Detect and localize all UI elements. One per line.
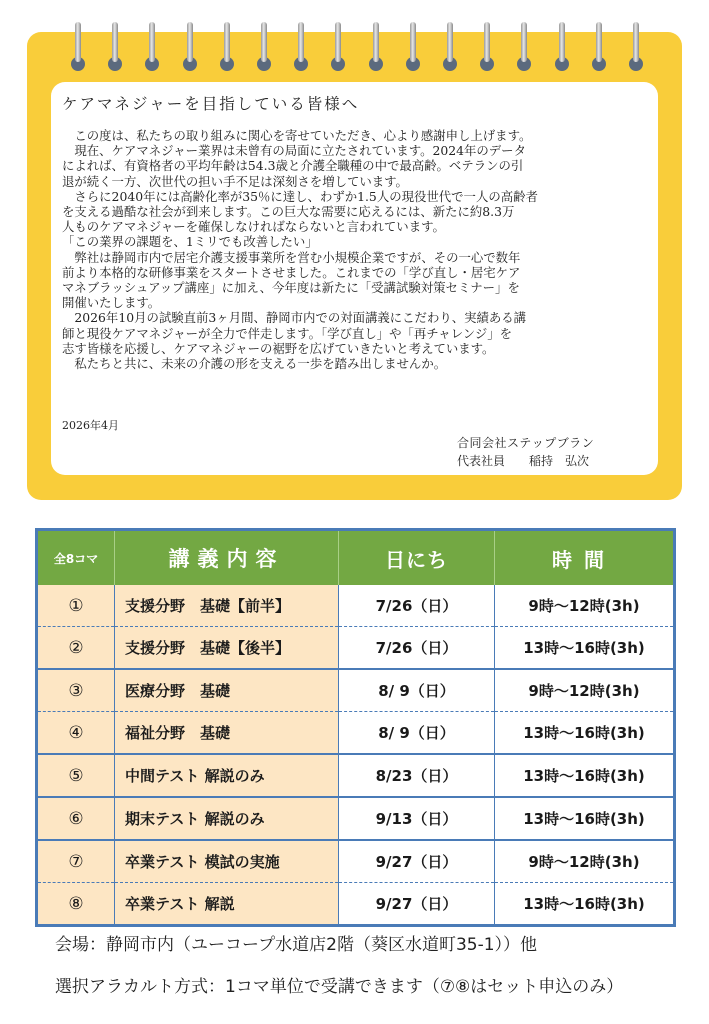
session-topic: 支援分野 基礎【前半】: [115, 585, 339, 627]
session-date: 8/23（日）: [339, 754, 495, 797]
signature-company: 合同会社ステップブラン: [457, 436, 595, 450]
binding-ring: [372, 22, 380, 78]
letter-line: 私たちと共に、未来の介護の形を支える一歩を踏み出しませんか。: [62, 356, 447, 372]
letter-line: 退が続く一方、次世代の担い手不足は深刻さを増しています。: [62, 173, 408, 189]
session-time: 13時～16時(3h): [495, 883, 675, 926]
letter-line: を支える過酷な社会が到来します。この巨大な需要に応えるには、新たに約8.3万: [62, 204, 515, 220]
letter-line: マネブラッシュアップ講座」に加え、今年度は新たに「受講試験対策セミナー」を: [62, 280, 520, 296]
session-topic: 卒業テスト 模試の実施: [115, 840, 339, 883]
letter-line: 「この業界の課題を、1ミリでも改善したい」: [62, 234, 318, 250]
signature-person: 代表社員 稲持 弘次: [457, 454, 590, 468]
letter-line: 志す皆様を応援し、ケアマネジャーの裾野を広げていきたいと考えています。: [62, 340, 495, 356]
session-number: ④: [37, 712, 115, 755]
session-time: 9時～12時(3h): [495, 585, 675, 627]
session-time: 9時～12時(3h): [495, 840, 675, 883]
session-number: ③: [37, 669, 115, 712]
schedule-row: [37, 669, 675, 712]
binding-ring: [74, 22, 82, 78]
letter-date: 2026年4月: [62, 419, 119, 432]
session-date: 7/26（日）: [339, 627, 495, 670]
selection-note: 選択アラカルト方式：1コマ単位で受講できます（⑦⑧はセット申込のみ）: [55, 977, 624, 997]
binding-ring: [558, 22, 566, 78]
letter-line: さらに2040年には高齢化率が35％に達し、わずか1.5人の現役世代で一人の高齢者: [62, 188, 538, 204]
schedule-row: [37, 840, 675, 883]
binding-ring: [223, 22, 231, 78]
letter-line: 人ものケアマネジャーを確保しなければならないと言われています。: [62, 219, 445, 235]
session-number: ①: [37, 585, 115, 627]
session-date: 9/27（日）: [339, 840, 495, 883]
session-time: 13時～16時(3h): [495, 754, 675, 797]
session-time: 9時～12時(3h): [495, 669, 675, 712]
schedule-row: [37, 627, 675, 670]
binding-ring: [595, 22, 603, 78]
letter-line: 現在、ケアマネジャー業界は未曾有の局面に立たされています。2024年のデータ: [62, 143, 526, 159]
session-date: 8/ 9（日）: [339, 669, 495, 712]
session-date: 7/26（日）: [339, 585, 495, 627]
session-topic: 医療分野 基礎: [115, 669, 339, 712]
session-time: 13時～16時(3h): [495, 627, 675, 670]
binding-ring: [520, 22, 528, 78]
schedule-row: [37, 883, 675, 926]
session-date: 8/ 9（日）: [339, 712, 495, 755]
binding-ring: [148, 22, 156, 78]
header-date: 日にち: [339, 530, 495, 586]
session-time: 13時～16時(3h): [495, 797, 675, 840]
header-time: 時間: [495, 530, 675, 586]
session-topic: 福祉分野 基礎: [115, 712, 339, 755]
session-topic: 期末テスト 解説のみ: [115, 797, 339, 840]
letter-body: [62, 128, 654, 371]
schedule-row: [37, 712, 675, 755]
session-topic: 中間テスト 解説のみ: [115, 754, 339, 797]
session-time: 13時～16時(3h): [495, 712, 675, 755]
letter-line: 師と現役ケアマネジャーが全力で伴走します。「学び直し」や「再チャレンジ」を: [62, 325, 513, 341]
binding-ring: [409, 22, 417, 78]
header-count: 全8コマ: [37, 530, 115, 586]
binding-ring: [483, 22, 491, 78]
binding-ring: [632, 22, 640, 78]
session-number: ⑦: [37, 840, 115, 883]
letter-line: 弊社は静岡市内で居宅介護支援事業所を営む小規模企業ですが、その一心で数年: [62, 249, 521, 265]
schedule-row: [37, 585, 675, 627]
letter-line: によれば、有資格者の平均年齢は54.3歳と介護全職種の中で最高齢。ベテランの引: [62, 158, 524, 174]
schedule-row: [37, 754, 675, 797]
binding-ring: [334, 22, 342, 78]
schedule-header-row: [37, 530, 675, 586]
binding-ring: [297, 22, 305, 78]
venue-text: 会場：静岡市内（ユーコープ水道店2階（葵区水道町35-1））他: [55, 935, 538, 955]
session-topic: 支援分野 基礎【後半】: [115, 627, 339, 670]
letter-title: ケアマネジャーを目指している皆様へ: [62, 95, 360, 113]
session-date: 9/27（日）: [339, 883, 495, 926]
letter-line: 開催いたします。: [62, 295, 161, 311]
schedule-row: [37, 797, 675, 840]
session-number: ②: [37, 627, 115, 670]
letter-line: この度は、私たちの取り組みに関心を寄せていただき、心より感謝申し上げます。: [62, 128, 532, 143]
letter-line: 2026年10月の試験直前3ヶ月間、静岡市内での対面講義にこだわり、実績ある講: [62, 310, 527, 326]
binding-ring: [186, 22, 194, 78]
session-number: ⑥: [37, 797, 115, 840]
session-number: ⑧: [37, 883, 115, 926]
binding-ring: [446, 22, 454, 78]
session-date: 9/13（日）: [339, 797, 495, 840]
session-topic: 卒業テスト 解説: [115, 883, 339, 926]
binding-ring: [260, 22, 268, 78]
session-number: ⑤: [37, 754, 115, 797]
letter-line: 前より本格的な研修事業をスタートさせました。これまでの「学び直し・居宅ケア: [62, 264, 521, 280]
header-content: 講義内容: [115, 530, 339, 586]
schedule-table: [35, 528, 676, 927]
binding-ring: [111, 22, 119, 78]
